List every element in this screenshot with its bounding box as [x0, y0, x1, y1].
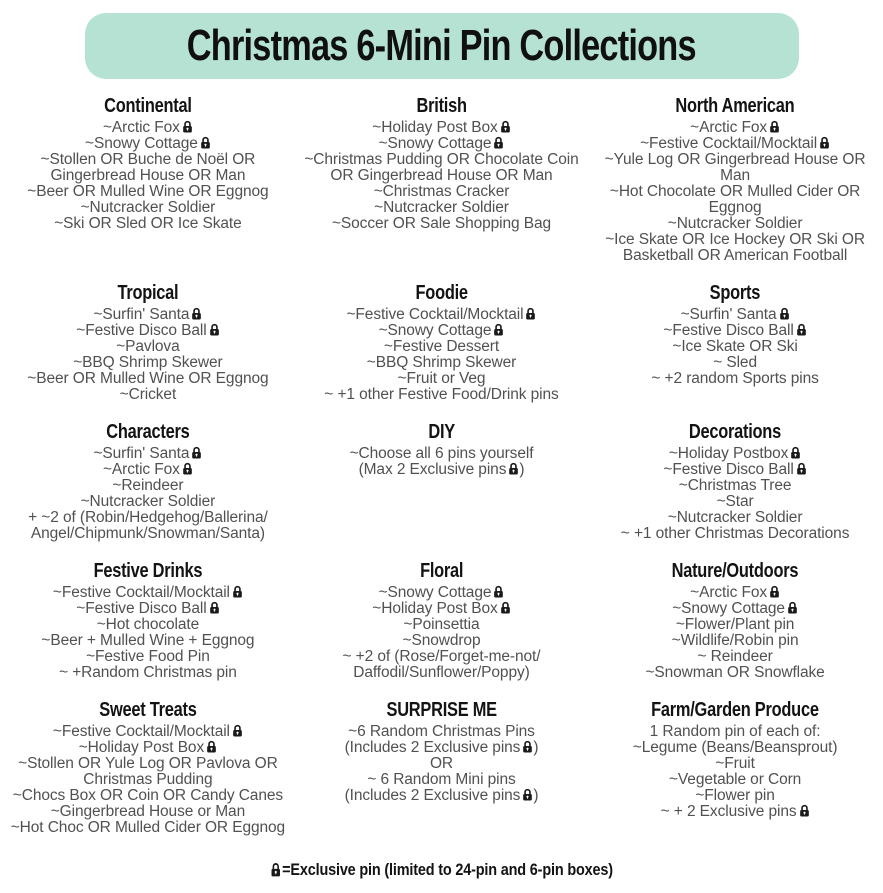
lock-icon: [790, 446, 801, 459]
lock-icon: [522, 788, 533, 801]
category-title: SURPRISE ME: [386, 699, 497, 721]
category-british: [292, 95, 591, 232]
category-title: Festive Drinks: [93, 560, 203, 582]
pin-item: (Includes 2 Exclusive pins ): [344, 739, 539, 756]
lock-icon: [796, 323, 807, 336]
pin-list: [294, 446, 589, 478]
pin-item: + ~2 of (Robin/Hedgehog/Ballerina/ Angel/Chipmunk/Snowman/Santa): [28, 509, 268, 542]
pin-item: ~Nutcracker Soldier: [374, 199, 509, 216]
lock-icon: [270, 862, 281, 877]
pin-item: ~Surfin' Santa: [593, 307, 877, 323]
pin-item: ~ + 2 Exclusive pins: [593, 804, 877, 820]
category-foodie: [292, 282, 591, 403]
category-title: Foodie: [415, 282, 468, 304]
pin-list: [6, 724, 290, 836]
pin-item: ~Snowman OR Snowflake: [645, 664, 825, 681]
pin-item: ~Festive Cocktail/Mocktail: [6, 585, 290, 601]
category-diy: [292, 421, 591, 478]
lock-icon: [209, 323, 220, 336]
lock-icon: [209, 601, 220, 614]
pin-list: [6, 120, 290, 232]
pin-item: ~Snowy Cottage: [294, 585, 589, 601]
pin-item: ~Yule Log OR Gingerbread House OR Man: [604, 151, 866, 184]
pin-item: ~Nutcracker Soldier: [667, 509, 803, 526]
lock-icon: [522, 740, 533, 753]
pin-item: ~Star: [716, 493, 754, 510]
lock-icon: [493, 585, 504, 598]
pin-item: ~ 6 Random Mini pins: [367, 771, 516, 788]
lock-icon: [796, 462, 807, 475]
title-band: [85, 13, 799, 79]
pin-list: [593, 446, 877, 542]
category-title: British: [416, 95, 467, 117]
pin-list: [6, 585, 290, 681]
footer-legend-text: =Exclusive pin (limited to 24-pin and 6-pin boxes): [282, 860, 613, 879]
category-tropical: [4, 282, 292, 403]
pin-item: ~Ice Skate OR Ski: [672, 338, 798, 355]
pin-item: ~Fruit or Veg: [397, 370, 486, 387]
category-title: Nature/Outdoors: [671, 560, 799, 582]
pin-item: ~ +1 other Festive Food/Drink pins: [324, 386, 559, 403]
category-decorations: [591, 421, 879, 542]
lock-icon: [182, 120, 193, 133]
category-title: DIY: [428, 421, 455, 443]
category-title: Farm/Garden Produce: [651, 699, 819, 721]
pin-item: ~Festive Disco Ball: [593, 323, 877, 339]
category-farm-garden-produce: [591, 699, 879, 820]
page-title: Christmas 6-Mini Pin Collections: [187, 21, 696, 70]
pin-item: ~Flower/Plant pin: [675, 616, 795, 633]
pin-item: ~Stollen OR Yule Log OR Pavlova OR Christmas Pudding: [18, 755, 278, 788]
lock-icon: [191, 307, 202, 320]
pin-item: ~Soccer OR Sale Shopping Bag: [331, 215, 552, 232]
lock-icon: [769, 120, 780, 133]
pin-item: ~Stollen OR Buche de Noël OR Gingerbread House OR Man: [40, 151, 256, 184]
pin-item: ~Hot chocolate: [96, 616, 200, 633]
lock-icon: [799, 804, 810, 817]
lock-icon: [500, 601, 511, 614]
pin-item: ~Legume (Beans/Beansprout): [632, 739, 838, 756]
pin-list: [294, 585, 589, 681]
footer-legend: [0, 860, 883, 880]
category-nature-outdoors: [591, 560, 879, 681]
pin-item: ~Holiday Post Box: [6, 740, 290, 756]
pin-item: ~Festive Cocktail/Mocktail: [6, 724, 290, 740]
pin-list: [593, 120, 877, 264]
pin-item: ~Arctic Fox: [6, 120, 290, 136]
lock-icon: [200, 136, 211, 149]
lock-icon: [508, 462, 519, 475]
pin-item: ~ Sled: [713, 354, 757, 371]
pin-item: ~Beer OR Mulled Wine OR Eggnog: [27, 370, 269, 387]
category-title: North American: [675, 95, 795, 117]
pin-item: ~Snowy Cottage: [294, 323, 589, 339]
lock-icon: [191, 446, 202, 459]
pin-item: ~Festive Cocktail/Mocktail: [294, 307, 589, 323]
footer-legend-inner: [270, 860, 613, 880]
pin-item: ~ Reindeer: [697, 648, 773, 665]
pin-item: ~Flower pin: [695, 787, 775, 804]
pin-item: ~Nutcracker Soldier: [80, 199, 216, 216]
flyer-page: [0, 13, 883, 893]
pin-list: [593, 585, 877, 681]
lock-icon: [819, 136, 830, 149]
pin-item: ~Christmas Tree: [678, 477, 792, 494]
pin-item: ~Nutcracker Soldier: [80, 493, 216, 510]
lock-icon: [232, 724, 243, 737]
pin-item: ~Festive Disco Ball: [6, 323, 290, 339]
pin-item: ~ +Random Christmas pin: [59, 664, 237, 681]
pin-list: [294, 120, 589, 232]
pin-item: ~Reindeer: [112, 477, 184, 494]
lock-icon: [493, 323, 504, 336]
pin-item: ~Nutcracker Soldier: [667, 215, 803, 232]
category-characters: [4, 421, 292, 542]
category-north-american: [591, 95, 879, 264]
pin-item: ~Festive Dessert: [383, 338, 500, 355]
pin-item: ~Festive Cocktail/Mocktail: [593, 136, 877, 152]
collections-grid: [0, 95, 883, 854]
category-continental: [4, 95, 292, 232]
pin-item: ~Cricket: [119, 386, 177, 403]
category-surprise-me: [292, 699, 591, 804]
pin-list: [6, 307, 290, 403]
pin-item: ~Festive Disco Ball: [6, 601, 290, 617]
category-sports: [591, 282, 879, 387]
pin-item: ~Arctic Fox: [593, 585, 877, 601]
pin-item: ~Hot Chocolate OR Mulled Cider OR Eggnog: [609, 183, 861, 216]
pin-item: ~Hot Choc OR Mulled Cider OR Eggnog: [10, 819, 286, 836]
pin-item: ~Holiday Post Box: [294, 120, 589, 136]
pin-item: (Max 2 Exclusive pins ): [358, 461, 525, 478]
pin-item: ~BBQ Shrimp Skewer: [366, 354, 517, 371]
category-sweet-treats: [4, 699, 292, 836]
lock-icon: [232, 585, 243, 598]
pin-item: ~Festive Disco Ball: [593, 462, 877, 478]
pin-item: ~ +2 random Sports pins: [651, 370, 819, 387]
pin-item: ~Christmas Cracker: [373, 183, 510, 200]
pin-item: ~Beer OR Mulled Wine OR Eggnog: [27, 183, 269, 200]
category-title: Floral: [419, 560, 464, 582]
category-title: Characters: [106, 421, 190, 443]
pin-item: ~ +1 other Christmas Decorations: [620, 525, 850, 542]
lock-icon: [769, 585, 780, 598]
category-festive-drinks: [4, 560, 292, 681]
pin-item: ~Snowdrop: [402, 632, 481, 649]
pin-item: ~Ice Skate OR Ice Hockey OR Ski OR Basketball OR American Football: [605, 231, 865, 264]
pin-item: ~Holiday Postbox: [593, 446, 877, 462]
category-title: Sports: [709, 282, 761, 304]
pin-item: ~Vegetable or Corn: [668, 771, 802, 788]
lock-icon: [182, 462, 193, 475]
pin-item: 1 Random pin of each of:: [649, 723, 821, 740]
pin-list: [294, 724, 589, 804]
pin-list: [6, 446, 290, 542]
pin-list: [593, 724, 877, 820]
pin-item: ~Fruit: [715, 755, 755, 772]
pin-item: ~6 Random Christmas Pins: [348, 723, 535, 740]
pin-item: ~Wildlife/Robin pin: [671, 632, 799, 649]
pin-item: OR: [429, 755, 454, 772]
pin-item: ~Snowy Cottage: [6, 136, 290, 152]
pin-list: [294, 307, 589, 403]
lock-icon: [500, 120, 511, 133]
lock-icon: [493, 136, 504, 149]
pin-item: ~Ski OR Sled OR Ice Skate: [54, 215, 242, 232]
category-title: Sweet Treats: [99, 699, 197, 721]
pin-item: ~Holiday Post Box: [294, 601, 589, 617]
pin-item: ~Gingerbread House or Man: [50, 803, 246, 820]
legend-lock-slot: [270, 860, 282, 879]
pin-item: ~ +2 of (Rose/Forget-me-not/ Daffodil/Sunflower/Poppy): [342, 648, 541, 681]
pin-item: ~Festive Food Pin: [86, 648, 210, 665]
pin-item: ~Arctic Fox: [6, 462, 290, 478]
pin-item: (Includes 2 Exclusive pins ): [344, 787, 539, 804]
pin-item: ~Chocs Box OR Coin OR Candy Canes: [12, 787, 284, 804]
pin-item: ~Snowy Cottage: [294, 136, 589, 152]
category-title: Tropical: [117, 282, 179, 304]
pin-list: [593, 307, 877, 387]
lock-icon: [779, 307, 790, 320]
pin-item: ~Pavlova: [116, 338, 180, 355]
pin-item: ~Christmas Pudding OR Chocolate Coin OR Gingerbread House OR Man: [304, 151, 579, 184]
lock-icon: [787, 601, 798, 614]
pin-item: ~Snowy Cottage: [593, 601, 877, 617]
pin-item: ~Beer + Mulled Wine + Eggnog: [41, 632, 255, 649]
pin-item: ~BBQ Shrimp Skewer: [73, 354, 223, 371]
category-title: Continental: [104, 95, 192, 117]
pin-item: ~Surfin' Santa: [6, 446, 290, 462]
lock-icon: [525, 307, 536, 320]
pin-item: ~Arctic Fox: [593, 120, 877, 136]
pin-item: ~Poinsettia: [403, 616, 480, 633]
pin-item: ~Choose all 6 pins yourself: [349, 445, 534, 462]
category-floral: [292, 560, 591, 681]
category-title: Decorations: [689, 421, 782, 443]
lock-icon: [206, 740, 217, 753]
pin-item: ~Surfin' Santa: [6, 307, 290, 323]
